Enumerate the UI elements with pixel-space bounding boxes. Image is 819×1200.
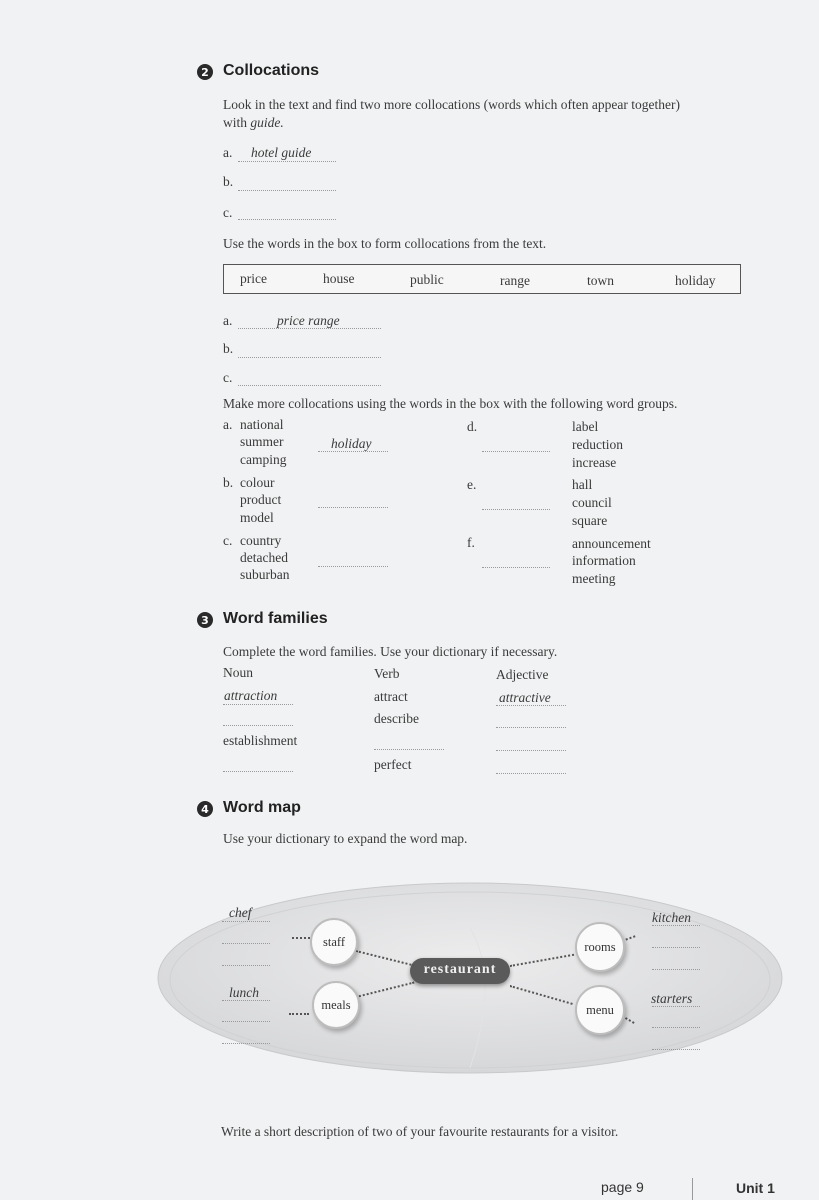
group-word: product (240, 492, 282, 507)
section-number-4: 4 (197, 801, 213, 817)
answer-line[interactable] (222, 1000, 270, 1001)
group-label: b. (223, 475, 234, 490)
map-word-starters: starters (651, 991, 693, 1006)
center-word: restaurant (423, 962, 497, 977)
group-word: council (572, 495, 612, 510)
group-word: announcement (572, 536, 651, 551)
group-word: camping (240, 452, 287, 467)
answer-line[interactable] (222, 965, 270, 966)
word-box (223, 264, 741, 294)
group-label: c. (223, 533, 233, 548)
answer-holiday: holiday (331, 436, 372, 451)
section-title-word-map: Word map (223, 799, 301, 816)
answer-price-range: price range (277, 313, 340, 328)
box-word: town (587, 273, 614, 288)
answer-line[interactable] (496, 727, 566, 728)
answer-line[interactable] (238, 328, 381, 329)
footer-divider (692, 1178, 693, 1200)
box-word: price (240, 271, 267, 286)
answer-line[interactable] (238, 385, 381, 386)
answer-line[interactable] (482, 509, 550, 510)
adjective-cell: attractive (499, 690, 551, 705)
instruction-word-families: Complete the word families. Use your dictionary if necessary. (223, 644, 558, 659)
group-word: information (572, 553, 636, 568)
group-word: reduction (572, 437, 623, 452)
section-title-collocations: Collocations (223, 62, 320, 79)
item-label: c. (223, 205, 233, 220)
group-word: meeting (572, 571, 616, 586)
item-label: b. (223, 341, 234, 356)
answer-line[interactable] (223, 704, 293, 705)
group-label: e. (467, 477, 477, 492)
answer-line[interactable] (222, 943, 270, 944)
answer-line[interactable] (652, 969, 700, 970)
group-label: f. (467, 535, 475, 550)
instruction-collocations-2: Use the words in the box to form collocations from the text. (223, 236, 547, 251)
instruction-collocations-1b: with guide. (223, 115, 284, 130)
writing-task: Write a short description of two of your favourite restaurants for a visitor. (221, 1124, 619, 1139)
group-word: suburban (240, 567, 290, 582)
answer-line[interactable] (652, 1049, 700, 1050)
section-title-word-families: Word families (223, 610, 328, 627)
answer-line[interactable] (318, 451, 388, 452)
answer-hotel-guide: hotel guide (251, 145, 312, 160)
node-staff: staff (310, 918, 358, 966)
answer-line[interactable] (652, 1006, 700, 1007)
group-word: colour (240, 475, 275, 490)
unit-label: Unit 1 (736, 1180, 775, 1196)
instruction-word-map: Use your dictionary to expand the word map. (223, 831, 468, 846)
item-label: b. (223, 174, 234, 189)
answer-line[interactable] (318, 507, 388, 508)
answer-line[interactable] (496, 750, 566, 751)
answer-line[interactable] (318, 566, 388, 567)
map-word-lunch: lunch (229, 985, 259, 1000)
answer-line[interactable] (238, 357, 381, 358)
verb-cell: perfect (374, 757, 412, 772)
box-word: house (323, 271, 355, 286)
noun-cell: attraction (224, 688, 278, 703)
answer-line[interactable] (238, 161, 336, 162)
answer-line[interactable] (374, 749, 444, 750)
verb-cell: attract (374, 689, 408, 704)
page-number: page 9 (601, 1179, 644, 1195)
column-header-adjective: Adjective (496, 667, 549, 682)
answer-line[interactable] (496, 705, 566, 706)
map-word-kitchen: kitchen (652, 910, 691, 925)
item-label: c. (223, 370, 233, 385)
group-word: summer (240, 434, 284, 449)
group-word: national (240, 417, 284, 432)
answer-line[interactable] (238, 190, 336, 191)
group-word: square (572, 513, 608, 528)
node-rooms: rooms (575, 922, 625, 972)
verb-cell: describe (374, 711, 419, 726)
connector-staff-out (292, 937, 310, 939)
answer-line[interactable] (482, 451, 550, 452)
map-word-chef: chef (229, 905, 252, 920)
column-header-verb: Verb (374, 666, 400, 681)
box-word: public (410, 272, 444, 287)
answer-line[interactable] (652, 1027, 700, 1028)
instruction-collocations-3: Make more collocations using the words in the box with the following word groups. (223, 396, 678, 411)
group-word: detached (240, 550, 288, 565)
section-number-2: 2 (197, 64, 213, 80)
item-label: a. (223, 145, 233, 160)
answer-line[interactable] (482, 567, 550, 568)
group-word: label (572, 419, 599, 434)
group-label: a. (223, 417, 233, 432)
box-word: range (500, 273, 530, 288)
answer-line[interactable] (652, 947, 700, 948)
connector-meals-out (289, 1013, 309, 1015)
group-word: increase (572, 455, 617, 470)
section-number-3: 3 (197, 612, 213, 628)
node-menu: menu (575, 985, 625, 1035)
group-word: model (240, 510, 274, 525)
group-label: d. (467, 419, 478, 434)
answer-line[interactable] (496, 773, 566, 774)
answer-line[interactable] (652, 925, 700, 926)
item-label: a. (223, 313, 233, 328)
answer-line[interactable] (223, 771, 293, 772)
answer-line[interactable] (222, 921, 270, 922)
group-word: hall (572, 477, 593, 492)
column-header-noun: Noun (223, 665, 253, 680)
group-word: country (240, 533, 282, 548)
instruction-collocations-1: Look in the text and find two more collocations (words which often appear together) (223, 97, 680, 112)
answer-line[interactable] (222, 1021, 270, 1022)
box-word: holiday (675, 273, 716, 288)
answer-line[interactable] (222, 1043, 270, 1044)
answer-line[interactable] (223, 725, 293, 726)
node-meals: meals (312, 981, 360, 1029)
noun-cell: establishment (223, 733, 298, 748)
answer-line[interactable] (238, 219, 336, 220)
